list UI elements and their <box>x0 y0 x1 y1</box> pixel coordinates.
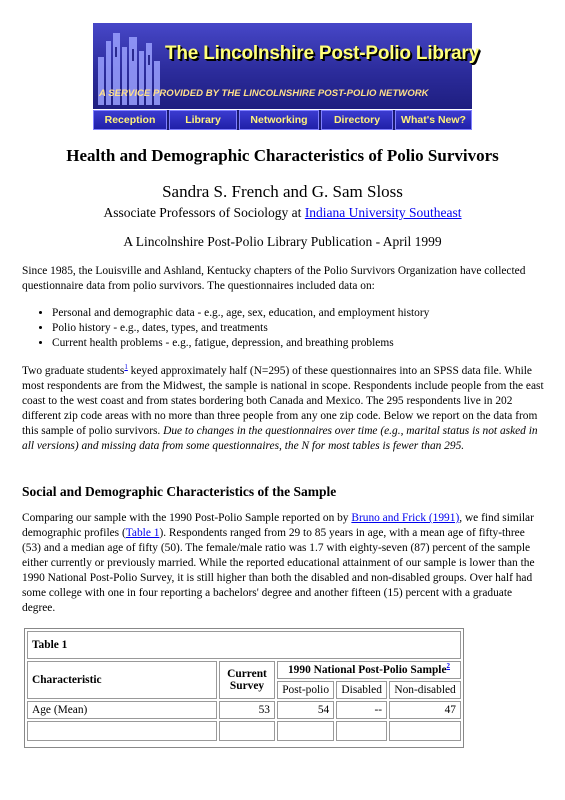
list-item: • Current health problems - e.g., fatigue, depression, and breathing problems <box>52 336 552 351</box>
nav-networking-button[interactable]: Networking <box>239 110 319 130</box>
cell-post-polio: 54 <box>277 701 334 719</box>
paragraph-text: Two graduate students <box>22 365 125 377</box>
sample-paragraph <box>22 364 545 454</box>
table-cell <box>219 721 275 741</box>
table-row <box>27 721 461 741</box>
column-header-disabled: Disabled <box>336 681 387 699</box>
footnote-2-link[interactable]: 2 <box>446 662 451 671</box>
table-row <box>27 701 461 719</box>
list-item: • Personal and demographic data - e.g., age, sex, education, and employment history <box>52 306 552 321</box>
data-list <box>22 306 552 351</box>
section-heading: Social and Demographic Characteristics of the Sample <box>22 484 337 499</box>
table-1-link[interactable]: Table 1 <box>125 527 160 539</box>
table-cell <box>389 721 461 741</box>
page-title: Health and Demographic Characteristics of Polio Survivors <box>66 146 499 165</box>
cell-non-disabled: 47 <box>389 701 461 719</box>
column-header-post-polio: Post-polio <box>277 681 334 699</box>
group-header-text: 1990 National Post-Polio Sample <box>287 664 447 676</box>
table-cell <box>336 721 387 741</box>
italic-note: Due to changes in the questionnaires over time (e.g., marital status is not asked in all versions) and missing data from some questionnaires, the N for most tables is fewer than 295. <box>22 425 538 452</box>
site-banner <box>93 23 479 133</box>
column-header-non-disabled: Non-disabled <box>389 681 461 699</box>
table-cell <box>27 721 217 741</box>
paragraph-text: ). Respondents ranged from 29 to 85 years in age, with a mean age of fifty-three (53) and a median age of fifty (50). The female/male ratio was 1.7 with eighty-seven (87) percent of the sample either currently or previously married. While the reported educational attainment of our sample is lower than the 1990 National Post-Polio Survey, it is still higher than both the disabled and non-disabled groups. Over half had some college with one in four reporting a bachelors' degree and another fifteen (15) percent with a graduate degree. <box>22 527 535 614</box>
library-subtitle: A SERVICE PROVIDED BY THE LINCOLNSHIRE POST-POLIO NETWORK <box>99 88 429 99</box>
publication-line: A Lincolnshire Post-Polio Library Publication - April 1999 <box>123 234 442 249</box>
nav-directory-button[interactable]: Directory <box>321 110 393 130</box>
intro-paragraph: Since 1985, the Louisville and Ashland, Kentucky chapters of the Polio Survivors Organization have collected questionnaire data from polio survivors. The questionnaires included data on: <box>22 265 526 292</box>
nav-reception-button[interactable]: Reception <box>93 110 167 130</box>
nav-bar <box>93 110 472 130</box>
column-header-current-survey: Current Survey <box>219 661 275 699</box>
bruno-frick-link[interactable]: Bruno and Frick (1991) <box>351 512 460 524</box>
cell-current: 53 <box>219 701 275 719</box>
affiliation <box>0 205 565 221</box>
comparison-paragraph <box>22 511 545 616</box>
table-1 <box>24 628 464 748</box>
list-item: • Polio history - e.g., dates, types, and treatments <box>52 321 552 336</box>
column-header-group <box>277 661 461 679</box>
table-cell <box>277 721 334 741</box>
row-label: Age (Mean) <box>27 701 217 719</box>
banner-header <box>93 23 479 109</box>
nav-whats-new-button[interactable]: What's New? <box>395 110 472 130</box>
affiliation-text: Associate Professors of Sociology at <box>103 205 305 220</box>
university-link[interactable]: Indiana University Southeast <box>304 205 462 220</box>
nav-library-button[interactable]: Library <box>169 110 237 130</box>
library-title: The Lincolnshire Post-Polio Library <box>165 43 479 64</box>
footnote-1-link[interactable]: 1 <box>124 363 128 372</box>
paragraph-text: , we find similar demographic profiles ( <box>22 512 534 539</box>
paragraph-text: keyed approximately half (N=295) of these questionnaires into an SPSS data file. While most respondents are from the Midwest, the sample is national in scope. Respondents include people from the east coast to the west coast and from states bordering both Canada and Mexico. The 295 respondents live in 202 different zip code areas with no more than three people from any one zip code. Below we report on the data from this sample of polio survivors. <box>22 365 544 437</box>
authors: Sandra S. French and G. Sam Sloss <box>162 182 403 201</box>
cell-disabled: -- <box>336 701 387 719</box>
table-title: Table 1 <box>27 631 461 659</box>
column-header-characteristic: Characteristic <box>27 661 217 699</box>
paragraph-text: Comparing our sample with the 1990 Post-Polio Sample reported on by <box>22 512 352 524</box>
